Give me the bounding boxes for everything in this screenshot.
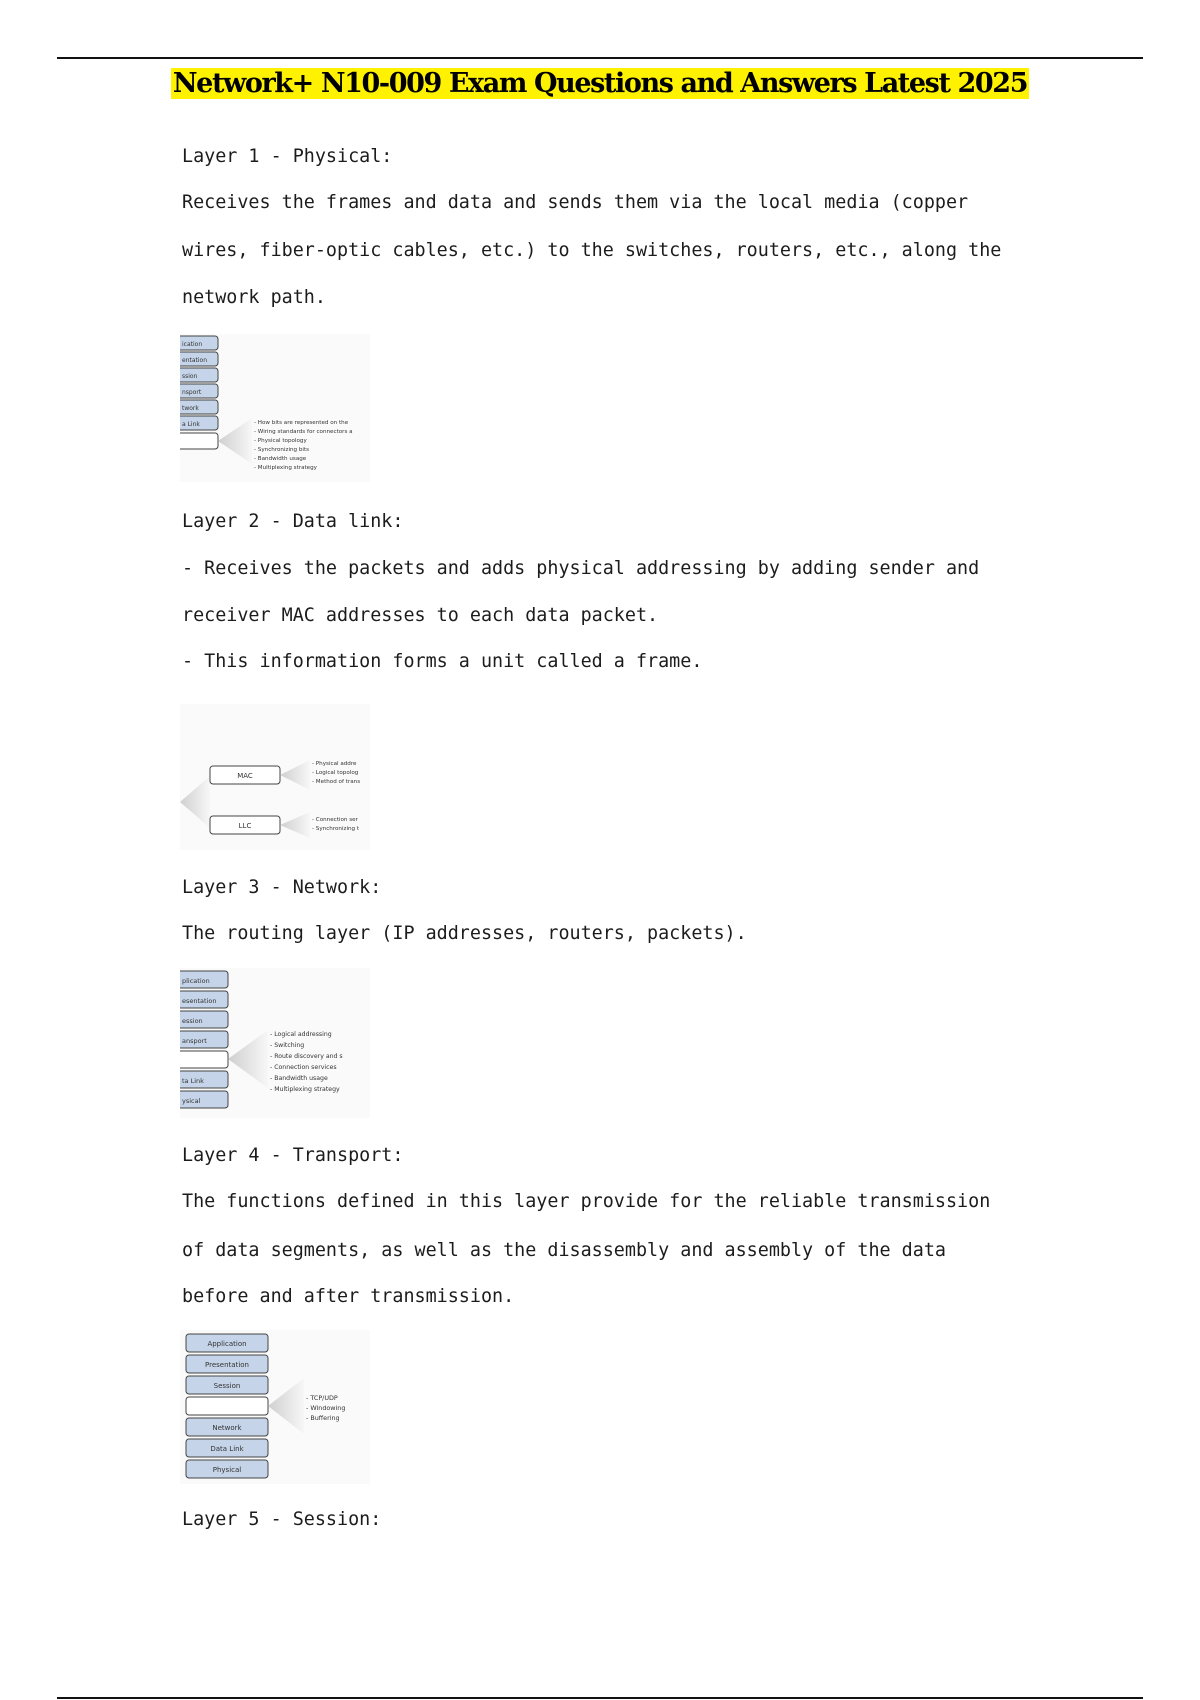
layer-label: twork (182, 405, 199, 412)
bullet: - Synchronizing bits (254, 447, 310, 453)
bullet: - Multiplexing strategy (270, 1086, 340, 1093)
bullet: - Multiplexing strategy (254, 465, 317, 471)
sublayer-label: MAC (237, 772, 253, 780)
paragraph-line: - This information forms a unit called a frame. (182, 651, 703, 672)
bullet: - Bandwidth usage (270, 1075, 328, 1082)
layer-label: ysical (182, 1097, 201, 1105)
bullet: - How bits are represented on the (254, 420, 349, 426)
osi-network-layer-figure (180, 968, 370, 1118)
osi-transport-layer-figure (180, 1330, 370, 1484)
bullet: - Method of trans (312, 779, 361, 785)
bullet: - Bandwidth usage (254, 456, 307, 462)
paragraph-line: The functions defined in this layer provide for the reliable transmission (182, 1191, 991, 1212)
section-heading: Layer 3 - Network: (182, 877, 382, 898)
paragraph-line: The routing layer (IP addresses, routers, packets). (182, 923, 747, 944)
top-rule (57, 57, 1143, 59)
bullet: - TCP/UDP (306, 1394, 338, 1402)
layer-label: esentation (182, 997, 217, 1005)
section-heading: Layer 1 - Physical: (182, 146, 393, 167)
layer-label: Application (207, 1340, 247, 1348)
paragraph-line: network path. (182, 287, 326, 308)
bullet: - Physical topology (254, 438, 307, 444)
layer-label: Presentation (205, 1361, 249, 1369)
bullet: - Buffering (306, 1414, 340, 1422)
layer-label: entation (182, 357, 208, 364)
bullet: - Connection ser (312, 817, 358, 823)
layer-label: nsport (182, 389, 202, 396)
bullet: - Switching (270, 1042, 305, 1049)
data-link-sublayers-figure (180, 704, 370, 850)
layer-label: a Link (182, 421, 200, 428)
layer-label: ication (182, 341, 203, 348)
paragraph-line: before and after transmission. (182, 1286, 515, 1307)
bullet: - Connection services (270, 1064, 337, 1071)
bottom-rule (57, 1697, 1143, 1699)
section-heading: Layer 4 - Transport: (182, 1145, 404, 1166)
bullet: - Windowing (306, 1404, 346, 1412)
document-title: Network+ N10-009 Exam Questions and Answers Latest 2025 (172, 68, 1028, 99)
layer-label: ession (182, 1017, 203, 1025)
bullet: - Synchronizing t (312, 826, 360, 832)
layer-label: ta Link (182, 1077, 204, 1085)
layer-label: Network (212, 1424, 242, 1432)
paragraph-line: Receives the frames and data and sends them via the local media (copper (182, 192, 969, 213)
section-heading: Layer 2 - Data link: (182, 511, 404, 532)
layer-label: Physical (212, 1466, 242, 1474)
paragraph-line: - Receives the packets and adds physical addressing by adding sender and (182, 558, 980, 579)
paragraph-line: receiver MAC addresses to each data packet. (182, 605, 659, 626)
sublayer-label: LLC (238, 822, 252, 830)
layer-label: Data Link (210, 1445, 244, 1453)
layer-label: Session (213, 1382, 241, 1390)
layer-label: ansport (182, 1037, 207, 1045)
paragraph-line: wires, fiber-optic cables, etc.) to the switches, routers, etc., along the (182, 240, 1002, 261)
bullet: - Logical topolog (312, 770, 359, 776)
bullet: - Logical addressing (270, 1031, 332, 1038)
bullet: - Route discovery and s (270, 1053, 343, 1060)
section-heading: Layer 5 - Session: (182, 1509, 382, 1530)
bullet: - Wiring standards for connectors a (254, 429, 353, 435)
layer-label: ssion (182, 373, 198, 380)
paragraph-line: of data segments, as well as the disassembly and assembly of the data (182, 1240, 946, 1261)
osi-physical-layer-figure (180, 334, 370, 482)
bullet: - Physical addre (312, 761, 357, 767)
layer-label: plication (182, 977, 210, 985)
